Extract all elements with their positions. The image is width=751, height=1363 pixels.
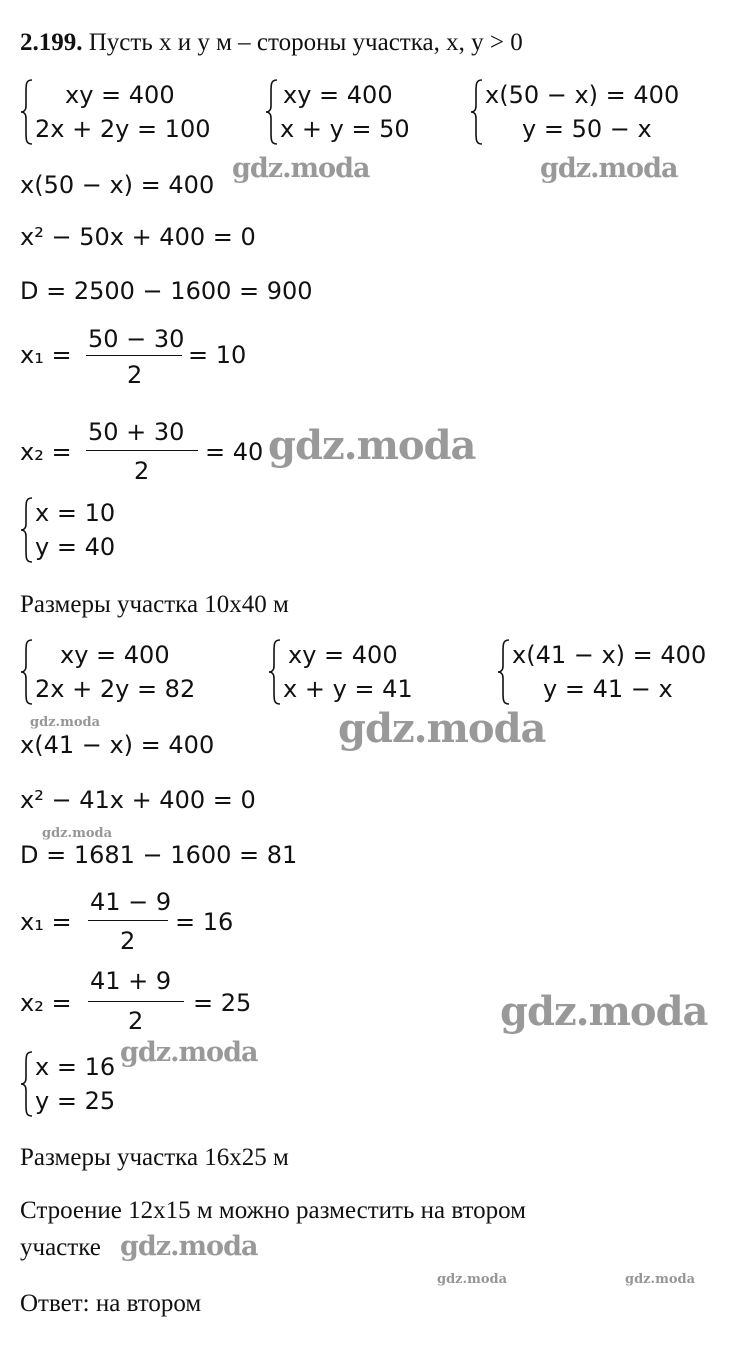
root-value: = 40	[205, 438, 264, 466]
system-1a	[20, 78, 240, 146]
equation-1: x(50 − x) = 400	[20, 171, 215, 199]
brace-icon	[20, 496, 33, 564]
brace-icon	[497, 638, 510, 706]
root-label: x₂ =	[20, 989, 72, 1017]
watermark: gdz.moda	[437, 1272, 508, 1287]
equation: xy = 400	[65, 81, 175, 109]
equation-3: x(41 − x) = 400	[20, 731, 215, 759]
problem-header	[20, 28, 523, 58]
answer-system-1	[20, 496, 160, 564]
brace-icon	[20, 78, 33, 146]
equation: y = 40	[35, 533, 116, 561]
watermark: gdz.moda	[625, 1272, 696, 1287]
problem-intro: Пусть x и y м – стороны участка, x, y > 0	[88, 29, 523, 56]
conclusion-line-2: участке	[20, 1234, 101, 1261]
fraction-denominator: 2	[127, 361, 143, 389]
brace-icon	[20, 1050, 33, 1118]
fraction-bar	[86, 355, 182, 356]
final-answer: Ответ: на втором	[20, 1290, 202, 1317]
equation-2: x² − 50x + 400 = 0	[20, 223, 256, 251]
equation: y = 50 − x	[522, 115, 652, 143]
root-value: = 25	[193, 989, 252, 1017]
fraction-bar	[88, 1001, 184, 1002]
equation: x + y = 41	[283, 675, 413, 703]
fraction-numerator: 41 + 9	[90, 967, 172, 995]
system-1b	[265, 78, 425, 146]
equation: x = 16	[35, 1053, 116, 1081]
discriminant-1: D = 2500 − 1600 = 900	[20, 277, 313, 305]
equation: x = 10	[35, 499, 116, 527]
root-label: x₂ =	[20, 438, 72, 466]
root-label: x₁ =	[20, 908, 72, 936]
watermark: gdz.moda	[120, 1037, 258, 1068]
equation: x(50 − x) = 400	[485, 81, 680, 109]
equation-4: x² − 41x + 400 = 0	[20, 786, 256, 814]
brace-icon	[268, 638, 281, 706]
system-2b	[268, 638, 428, 706]
root-value: = 10	[188, 341, 247, 369]
fraction-denominator: 2	[134, 457, 150, 485]
equation: xy = 400	[283, 81, 393, 109]
brace-icon	[470, 78, 483, 146]
watermark: gdz.moda	[268, 422, 476, 469]
system-2a	[20, 638, 240, 706]
equation: y = 41 − x	[543, 675, 673, 703]
fraction-bar	[88, 920, 168, 921]
watermark: gdz.moda	[30, 715, 101, 730]
brace-icon	[265, 78, 278, 146]
equation: xy = 400	[288, 641, 398, 669]
system-1c	[470, 78, 710, 146]
equation: y = 25	[35, 1087, 116, 1115]
equation: x(41 − x) = 400	[512, 641, 707, 669]
discriminant-2: D = 1681 − 1600 = 81	[20, 841, 298, 869]
watermark: gdz.moda	[120, 1231, 258, 1262]
watermark: gdz.moda	[338, 705, 546, 752]
equation: 2x + 2y = 100	[35, 115, 211, 143]
fraction-numerator: 50 − 30	[88, 325, 185, 353]
fraction-numerator: 41 − 9	[90, 888, 172, 916]
fraction-denominator: 2	[128, 1007, 144, 1035]
watermark: gdz.moda	[500, 988, 708, 1035]
problem-number: 2.199.	[20, 29, 83, 56]
root-value: = 16	[175, 908, 234, 936]
equation: 2x + 2y = 82	[35, 675, 196, 703]
sizes-1: Размеры участка 10x40 м	[20, 591, 289, 618]
conclusion-line-1: Строение 12x15 м можно разместить на втором	[20, 1197, 526, 1224]
system-2c	[497, 638, 737, 706]
brace-icon	[20, 638, 33, 706]
equation: xy = 400	[60, 641, 170, 669]
sizes-2: Размеры участка 16x25 м	[20, 1144, 289, 1171]
fraction-numerator: 50 + 30	[88, 418, 185, 446]
watermark: gdz.moda	[232, 153, 370, 184]
watermark: gdz.moda	[42, 826, 113, 841]
equation: x + y = 50	[280, 115, 410, 143]
fraction-bar	[86, 450, 198, 451]
root-label: x₁ =	[20, 341, 72, 369]
watermark: gdz.moda	[540, 153, 678, 184]
fraction-denominator: 2	[120, 927, 136, 955]
